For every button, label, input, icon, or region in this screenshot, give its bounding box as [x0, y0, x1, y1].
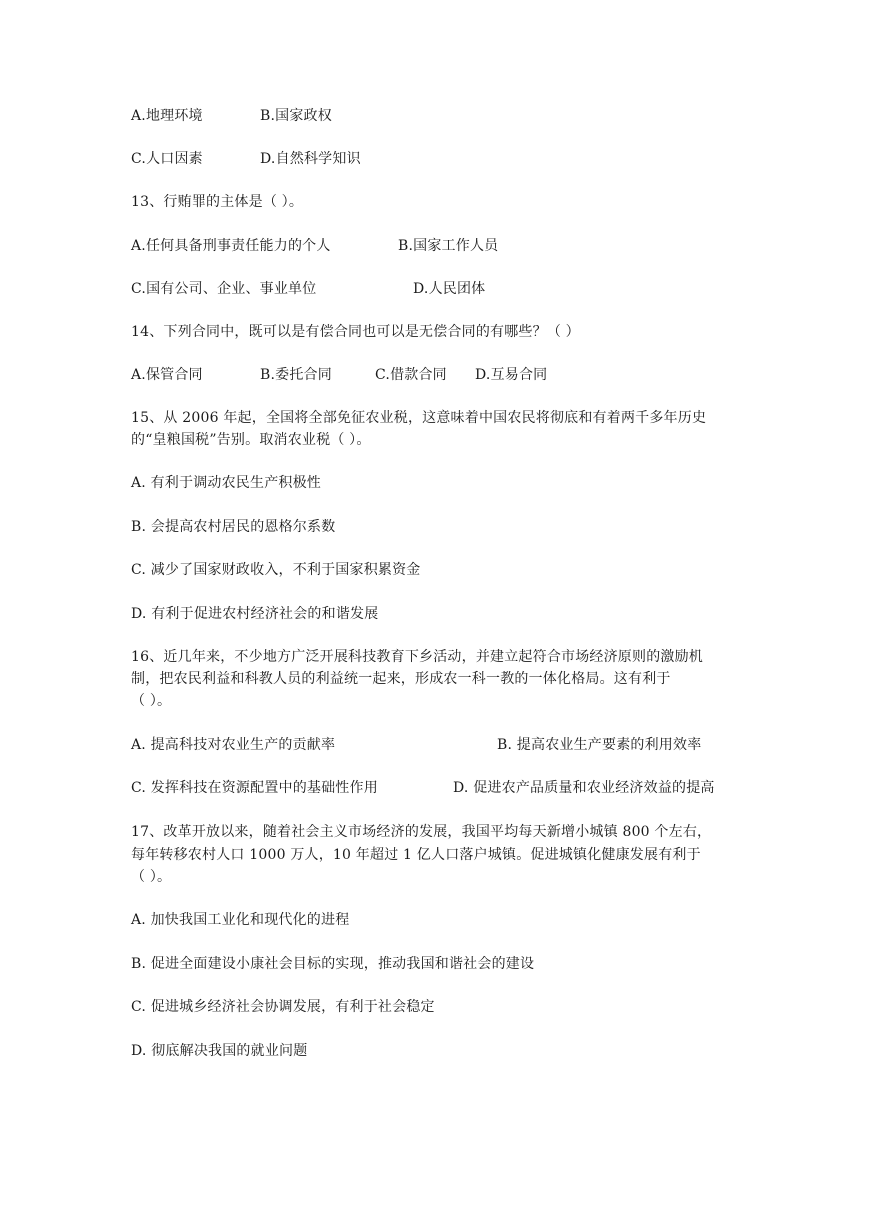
q16-stem-line-3: （ ）。: [131, 693, 172, 709]
q17-option-c: C. 促进城乡经济社会协调发展，有利于社会稳定: [131, 999, 435, 1015]
q16-stem-line-2: 制，把农民利益和科教人员的利益统一起来，形成农一科一教的一体化格局。这有利于: [131, 671, 671, 687]
q15-option-c: C. 减少了国家财政收入，不利于国家积累资金: [131, 562, 421, 578]
q16-option-d: D. 促进农产品质量和农业经济效益的提高: [453, 780, 715, 796]
q17-option-d: D. 彻底解决我国的就业问题: [131, 1043, 308, 1059]
q16-option-b: B. 提高农业生产要素的利用效率: [497, 737, 702, 753]
q13-option-a: A.任何具备刑事责任能力的个人: [131, 238, 331, 254]
q17-stem-line-1: 17、改革开放以来，随着社会主义市场经济的发展，我国平均每天新增小城镇 800 个左右，: [131, 824, 712, 840]
q17-option-b: B. 促进全面建设小康社会目标的实现，推动我国和谐社会的建设: [131, 956, 535, 972]
q14-option-b: B.委托合同: [260, 367, 332, 383]
q17-stem-line-3: （ ）。: [131, 869, 172, 885]
q14-option-c: C.借款合同: [375, 367, 447, 383]
q15-stem-line-2: 的“皇粮国税”告别。取消农业税（ ）。: [131, 432, 371, 448]
q15-option-d: D. 有利于促进农村经济社会的和谐发展: [131, 606, 379, 622]
q17-option-a: A. 加快我国工业化和现代化的进程: [131, 912, 350, 928]
q13-stem: 13、行贿罪的主体是（ ）。: [131, 194, 304, 210]
q16-stem-line-1: 16、近几年来，不少地方广泛开展科技教育下乡活动，并建立起符合市场经济原则的激励机: [131, 649, 704, 665]
q17-stem-line-2: 每年转移农村人口 1000 万人，10 年超过 1 亿人口落户城镇。促进城镇化健康发展有利于: [131, 847, 701, 863]
q15-option-b: B. 会提高农村居民的恩格尔系数: [131, 519, 336, 535]
q14-option-d: D.互易合同: [475, 367, 548, 383]
q14-stem: 14、下列合同中，既可以是有偿合同也可以是无偿合同的有哪些？（ ）: [131, 324, 580, 340]
q15-stem-line-1: 15、从 2006 年起，全国将全部免征农业税，这意味着中国农民将彻底和有着两千多年历史: [131, 410, 707, 426]
q13-option-b: B.国家工作人员: [398, 238, 499, 254]
q13-option-c: C.国有公司、企业、事业单位: [131, 281, 317, 297]
q15-option-a: A. 有利于调动农民生产积极性: [131, 475, 322, 491]
q16-option-a: A. 提高科技对农业生产的贡献率: [131, 737, 336, 753]
q12-option-c: C.人口因素: [131, 151, 203, 167]
q12-option-d: D.自然科学知识: [260, 151, 361, 167]
q16-option-c: C. 发挥科技在资源配置中的基础性作用: [131, 780, 378, 796]
q12-option-b: B.国家政权: [260, 108, 332, 124]
q12-option-a: A.地理环境: [131, 108, 203, 124]
q13-option-d: D.人民团体: [413, 281, 486, 297]
q14-option-a: A.保管合同: [131, 367, 203, 383]
